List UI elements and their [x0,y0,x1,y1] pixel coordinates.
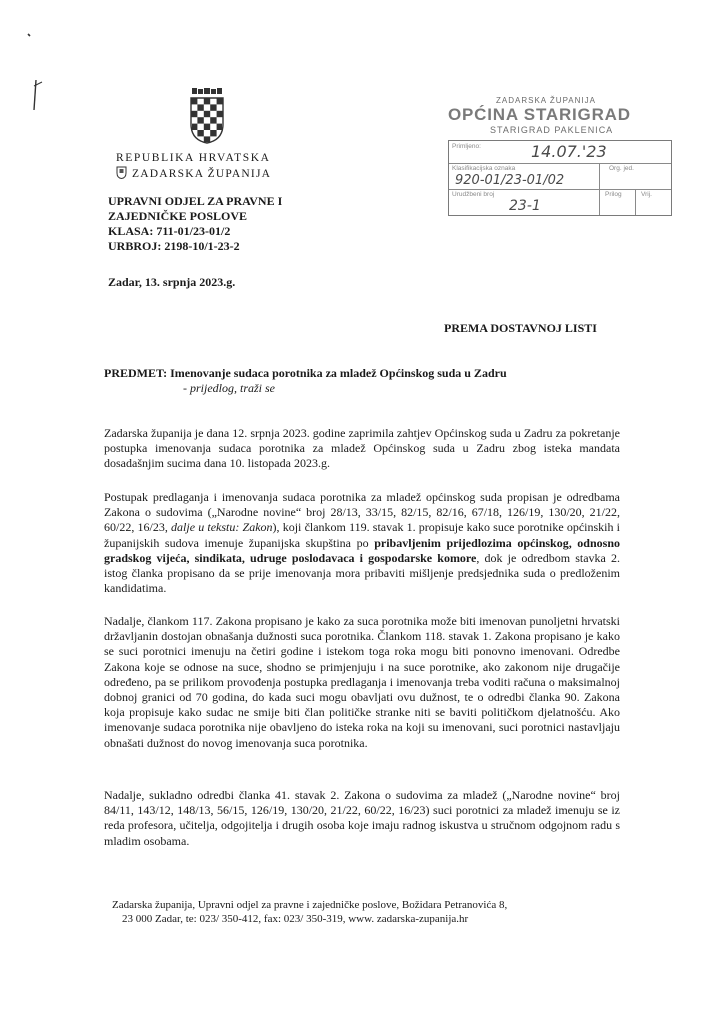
paragraph-2-italic: dalje u tekstu: Zakon [171,520,273,535]
subject-subtext: - prijedlog, traži se [183,381,275,395]
paragraph-3: Nadalje, člankom 117. Zakona propisano je kako za suca porotnika može biti imenovan punoljetni hrvatski državljanin dostojan obnašanja dužnosti suca porotnika. Člankom 118. stavak 1. Zakona propisano je kako se suci porotnici imenuju na četiri godine i istekom toga roka mogu biti ponovno imenovani. Odredbe Zakona koje se odnose na suce, shodno se primjenjuju i na suce porotnike, ako zakonom nije drugačije određeno, pa se prilikom provođenja postupka predlaganja i imenovanja treba voditi računa o maksimalnoj dobnoj granici od 70 godina, do kada suci mogu obavljati ovu dužnost, te o odredbi članka 90. Zakona koja propisuje kako sudac ne smije biti član političke stranke niti se baviti političkom djelatnošću. Ako imenovanje sudaca porotnika nije obavljeno do isteka roka na koji su imenovani, suci porotnici nastavljaju obnašati dužnost do novog imenovanja suca porotnika. [104,614,620,750]
county-name: ZADARSKA ŽUPANIJA [132,168,272,180]
stamp-row2-label: Klasifikacijska oznaka [452,165,516,172]
country-name: REPUBLIKA HRVATSKA [116,152,271,164]
stamp-row3-right-label-2: Vrij. [641,191,652,198]
stamp-row2-right-label: Org. jed. [609,165,634,172]
paragraph-2-bold: pribavljenim prijedlozima općinskog, odnosno gradskog vijeća, sindikata, udruge poslodavaca i gospodarske komore [104,535,620,565]
stamp-line-1: ZADARSKA ŽUPANIJA [496,96,596,105]
paragraph-2-part-b: ), koji člankom 119. stavak 1. propisuje kako suce porotnike općinskih i županijskih sudova imenuje županijska skupština po [104,520,620,550]
stamp-row3-label: Urudžbeni broj [452,191,495,198]
stamp-line-2: OPĆINA STARIGRAD [448,105,631,124]
stamp-row3-right-label: Prilog [605,191,622,198]
stamp-line-3: STARIGRAD PAKLENICA [490,125,614,135]
coat-of-arms-icon [188,88,226,144]
document-date: Zadar, 13. srpnja 2023.g. [108,275,236,289]
klasa: KLASA: 711-01/23-01/2 [108,224,231,238]
paragraph-1: Zadarska županija je dana 12. srpnja 2023. godine zaprimila zahtjev Općinskog suda u Zadru za pokretanje postupka imenovanja sudaca porotnika za mladež Općinskog suda u Zadru zbog isteka mandata dosadašnjim sucima dana 10. listopada 2023.g. [104,426,620,471]
stamp-class-code: 920-01/23-01/02 [455,173,565,188]
subject-label: PREDMET: [104,366,168,380]
subject-text: Imenovanje sudaca porotnika za mladež Općinskog suda u Zadru [170,366,507,380]
paragraph-2-part-c: , dok je odredbom stavka 2. istog članka propisano da se prije imenovanja mora pribaviti mišljenje predsjednika suda o predloženim kandidatima. [104,550,620,596]
stamp-row1-label: Primljeno: [452,143,481,150]
county-name-row [116,166,271,181]
subject-line [104,366,507,381]
footer-line-2: 23 000 Zadar, te: 023/ 350-412, fax: 023/ 350-319, www. zadarska-zupanija.hr [122,913,469,925]
department-line-2: ZAJEDNIČKE POSLOVE [108,209,248,223]
paragraph-2 [104,490,620,596]
stamp-received-date: 14.07.'23 [531,142,607,161]
paragraph-4: Nadalje, sukladno odredbi članka 41. stavak 2. Zakona o sudovima za mladež („Narodne novine“ broj 84/11, 143/12, 148/13, 56/15, 126/19, 130/20, 21/22, 60/22, 16/23) suci porotnici za mladež imenuju se iz reda profesora, učitelja, odgojitelja i drugih osoba koje imaju radnog iskustva u stručnom odgojnom radu s mladim osobama. [104,788,620,848]
footer-line-1: Zadarska županija, Upravni odjel za pravne i zajedničke poslove, Božidara Petranovića 8, [112,899,508,911]
department-line-1: UPRAVNI ODJEL ZA PRAVNE I [108,194,283,208]
department-block [108,194,282,254]
county-crest-icon [116,166,127,179]
stamp-reg-number: 23-1 [509,198,541,214]
reception-stamp [448,96,670,228]
paragraph-2-part-a: Postupak predlaganja i imenovanja sudaca porotnika za mladež općinskog suda propisan je odredbama Zakona o sudovima („Narodne novine“ broj 28/13, 33/15, 82/15, 82/16, 67/18, 126/19, 130/20, 21/22, 60/22, 16/23, [104,490,620,535]
margin-pen-mark [22,30,52,110]
urbroj: URBROJ: 2198-10/1-23-2 [108,239,240,253]
stamp-table [448,140,672,216]
footer [112,898,572,926]
recipient: PREMA DOSTAVNOJ LISTI [444,321,597,335]
